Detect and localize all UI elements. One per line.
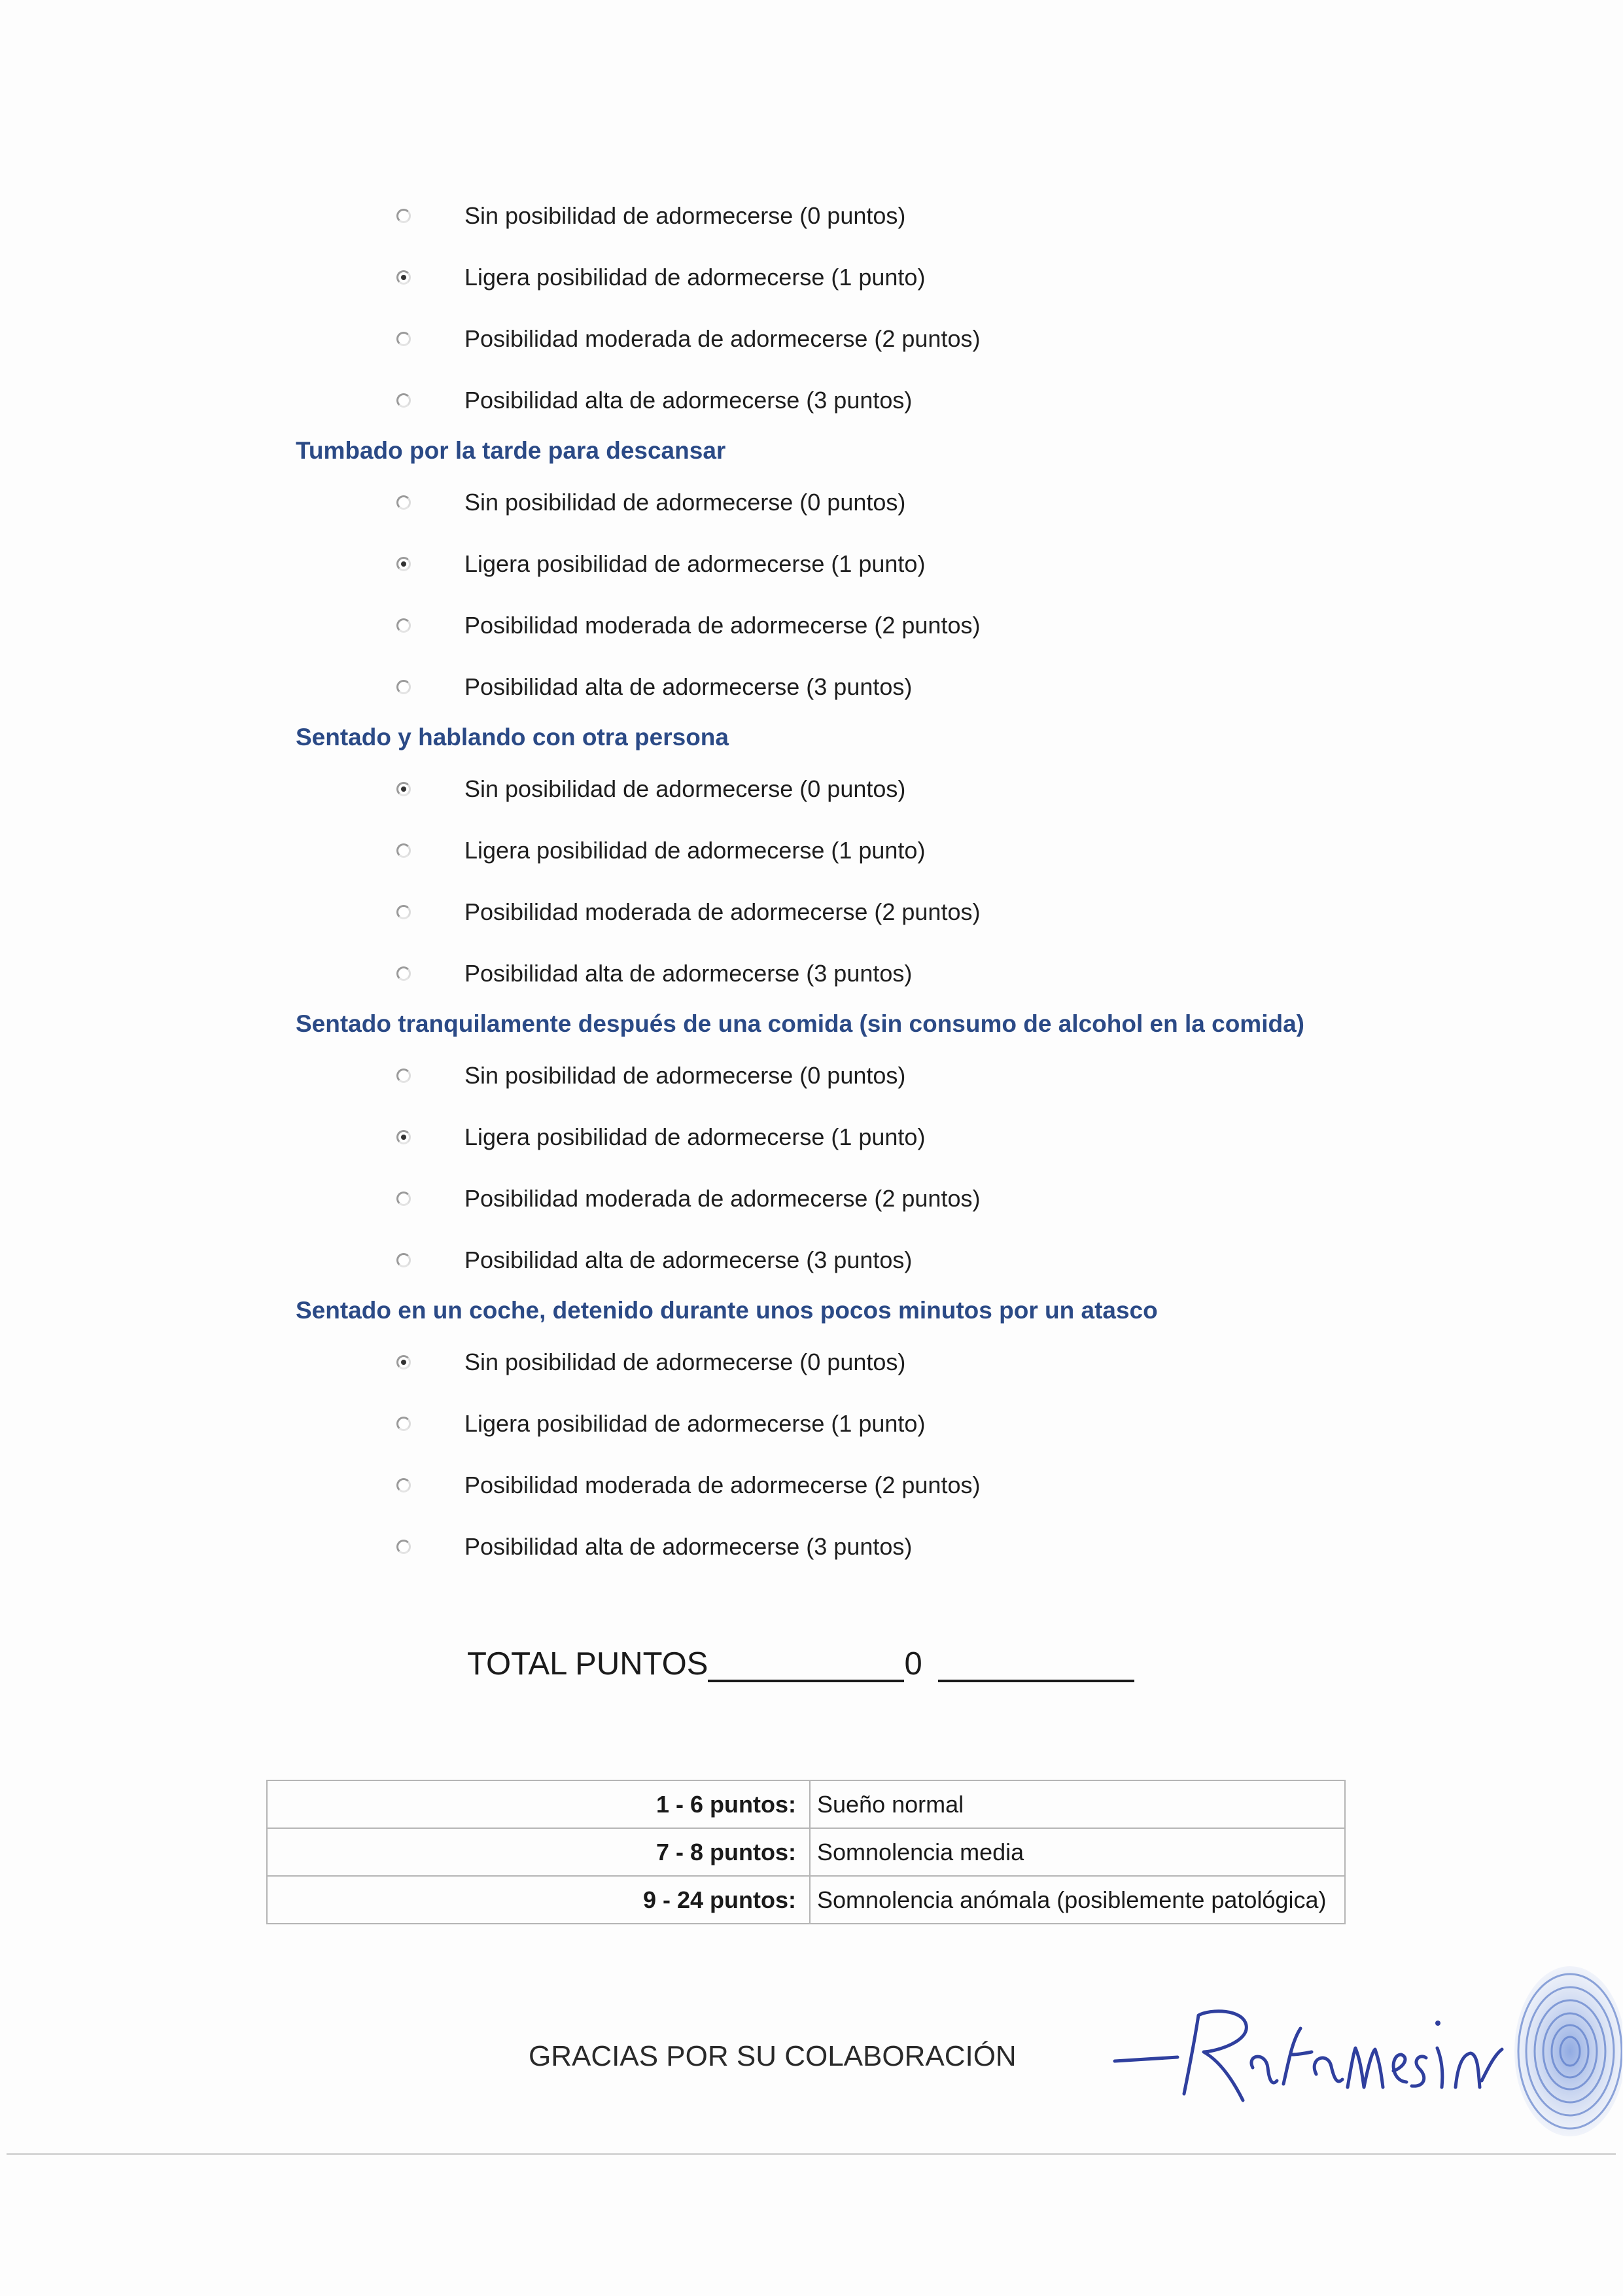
score-legend-table xyxy=(266,1780,1346,1924)
option-label: Ligera posibilidad de adormecerse (1 punto) xyxy=(464,837,926,864)
option-s0-2[interactable] xyxy=(396,323,980,355)
total-underline-right xyxy=(938,1651,1134,1682)
option-s1-0[interactable] xyxy=(396,486,905,519)
option-s3-0[interactable] xyxy=(396,1059,905,1092)
radio-button[interactable] xyxy=(396,1540,411,1554)
radio-button[interactable] xyxy=(396,618,411,633)
option-s3-1[interactable] xyxy=(396,1121,925,1154)
option-label: Sin posibilidad de adormecerse (0 puntos) xyxy=(464,489,906,516)
option-label: Posibilidad alta de adormecerse (3 puntos) xyxy=(464,1246,913,1273)
option-label: Posibilidad alta de adormecerse (3 puntos) xyxy=(464,1533,913,1560)
option-s4-1[interactable] xyxy=(396,1407,925,1440)
option-s3-3[interactable] xyxy=(396,1244,912,1277)
option-s3-2[interactable] xyxy=(396,1182,980,1215)
option-label: Ligera posibilidad de adormecerse (1 punto) xyxy=(464,264,926,291)
legend-range: 9 - 24 puntos: xyxy=(267,1876,810,1924)
legend-description: Somnolencia anómala (posiblemente patológica) xyxy=(810,1876,1345,1924)
radio-button[interactable] xyxy=(396,209,411,223)
option-s2-3[interactable] xyxy=(396,957,912,990)
option-s1-1[interactable] xyxy=(396,548,925,580)
option-s0-1[interactable] xyxy=(396,261,925,294)
option-label: Posibilidad alta de adormecerse (3 puntos) xyxy=(464,673,913,700)
radio-button-selected[interactable] xyxy=(396,270,411,285)
option-label: Posibilidad moderada de adormecerse (2 puntos) xyxy=(464,612,981,639)
total-underline-left xyxy=(708,1651,904,1682)
option-s4-0[interactable] xyxy=(396,1346,905,1379)
total-value: 0 xyxy=(904,1646,922,1682)
radio-button[interactable] xyxy=(396,905,411,919)
option-label: Sin posibilidad de adormecerse (0 puntos) xyxy=(464,775,906,802)
option-label: Posibilidad moderada de adormecerse (2 puntos) xyxy=(464,898,981,925)
total-label: TOTAL PUNTOS xyxy=(467,1646,708,1682)
option-label: Posibilidad alta de adormecerse (3 puntos) xyxy=(464,960,913,987)
section-title: Sentado y hablando con otra persona xyxy=(296,724,729,751)
radio-button[interactable] xyxy=(396,495,411,510)
radio-button-selected[interactable] xyxy=(396,1355,411,1369)
legend-range: 1 - 6 puntos: xyxy=(267,1780,810,1828)
option-s0-0[interactable] xyxy=(396,200,905,232)
option-label: Sin posibilidad de adormecerse (0 puntos) xyxy=(464,202,906,229)
radio-button-selected[interactable] xyxy=(396,557,411,571)
section-title: Sentado tranquilamente después de una comida (sin consumo de alcohol en la comida) xyxy=(296,1010,1304,1037)
radio-button[interactable] xyxy=(396,1192,411,1206)
option-s0-3[interactable] xyxy=(396,384,912,417)
radio-button[interactable] xyxy=(396,1253,411,1267)
option-label: Ligera posibilidad de adormecerse (1 punto) xyxy=(464,550,926,577)
legend-range: 7 - 8 puntos: xyxy=(267,1828,810,1876)
section-title: Tumbado por la tarde para descansar xyxy=(296,437,726,464)
option-s4-2[interactable] xyxy=(396,1469,980,1502)
option-s1-3[interactable] xyxy=(396,671,912,703)
option-s2-2[interactable] xyxy=(396,896,980,928)
legend-description: Sueño normal xyxy=(810,1780,1345,1828)
option-label: Posibilidad moderada de adormecerse (2 puntos) xyxy=(464,1472,981,1498)
table-row xyxy=(267,1828,1345,1876)
thanks-text: GRACIAS POR SU COLABORACIÓN xyxy=(529,2040,1017,2072)
radio-button[interactable] xyxy=(396,1478,411,1492)
table-row xyxy=(267,1780,1345,1828)
handwritten-signature xyxy=(1112,1989,1505,2113)
radio-button[interactable] xyxy=(396,332,411,346)
radio-button[interactable] xyxy=(396,1069,411,1083)
legend-description: Somnolencia media xyxy=(810,1828,1345,1876)
option-s4-3[interactable] xyxy=(396,1530,912,1563)
option-label: Ligera posibilidad de adormecerse (1 punto) xyxy=(464,1410,926,1437)
radio-button[interactable] xyxy=(396,966,411,981)
radio-button-selected[interactable] xyxy=(396,782,411,796)
option-label: Posibilidad alta de adormecerse (3 puntos) xyxy=(464,387,913,414)
option-s1-2[interactable] xyxy=(396,609,980,642)
radio-button-selected[interactable] xyxy=(396,1130,411,1144)
option-label: Ligera posibilidad de adormecerse (1 punto) xyxy=(464,1123,926,1150)
table-row xyxy=(267,1876,1345,1924)
page-bottom-edge xyxy=(7,2153,1616,2155)
fingerprint-mark xyxy=(1498,1953,1622,2143)
option-label: Sin posibilidad de adormecerse (0 puntos) xyxy=(464,1349,906,1375)
option-label: Sin posibilidad de adormecerse (0 puntos) xyxy=(464,1062,906,1089)
option-label: Posibilidad moderada de adormecerse (2 puntos) xyxy=(464,325,981,352)
option-s2-0[interactable] xyxy=(396,773,905,805)
total-points xyxy=(467,1646,1134,1682)
option-label: Posibilidad moderada de adormecerse (2 puntos) xyxy=(464,1185,981,1212)
radio-button[interactable] xyxy=(396,393,411,408)
radio-button[interactable] xyxy=(396,680,411,694)
section-title: Sentado en un coche, detenido durante unos pocos minutos por un atasco xyxy=(296,1297,1158,1324)
radio-button[interactable] xyxy=(396,843,411,858)
radio-button[interactable] xyxy=(396,1417,411,1431)
option-s2-1[interactable] xyxy=(396,834,925,867)
